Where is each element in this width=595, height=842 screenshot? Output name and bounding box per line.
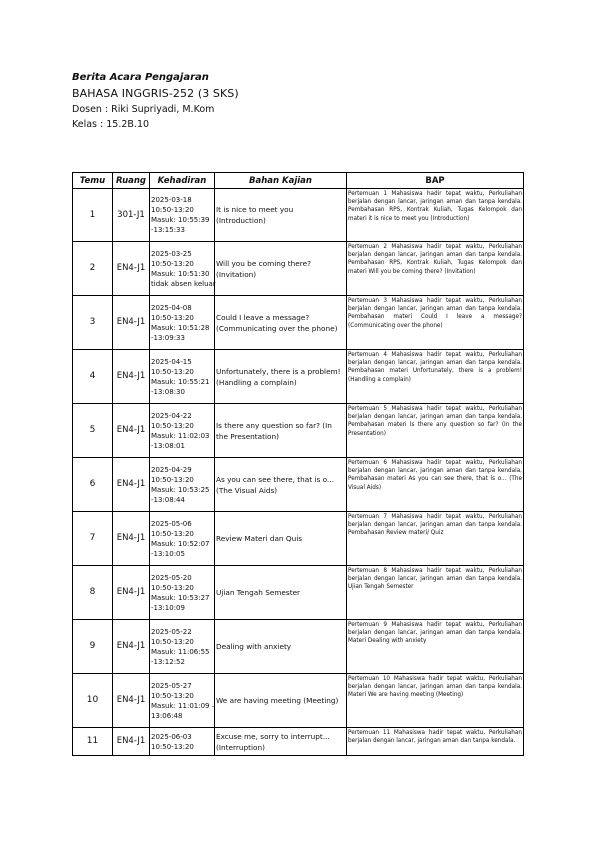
topic-cell: As you can see there, that is o... (The Visual Aids): [215, 458, 347, 512]
room-code: EN4-J1: [113, 512, 150, 566]
meeting-number: 7: [73, 512, 113, 566]
document-title: Berita Acara Pengajaran: [72, 72, 209, 83]
bap-text: Pertemuan 1 Mahasiswa hadir tepat waktu, Perkuliahan berjalan dengan lancar, jaringan aman dan tanpa kendala. Pembahasan RPS, Kontrak Kuliah, Tugas Kelompok dan materi it is nice to meet you (Introduction): [348, 191, 522, 222]
bap-text: Pertemuan 8 Mahasiswa hadir tepat waktu, Perkuliahan berjalan dengan lancar, jaringan aman dan tanpa kendala. Ujian Tengah Semester: [348, 568, 522, 591]
attendance-check-in: Masuk: 10:51:30: [151, 269, 210, 278]
attendance-date: 2025-05-06: [151, 519, 192, 528]
bap-cell: [347, 674, 524, 728]
attendance-time: 10:50-13:20: [151, 742, 194, 751]
bap-text: Pertemuan 4 Mahasiswa hadir tepat waktu, Perkuliahan berjalan dengan lancar, jaringan aman dan tanpa kendala. Pembahasan materi Unfortunately, there is a problem! (Handling a complain): [348, 352, 522, 383]
bap-cell: [347, 189, 524, 242]
meeting-number: 4: [73, 350, 113, 404]
attendance-time: 10:50-13:20: [151, 259, 194, 268]
bap-cell: [347, 296, 524, 350]
attendance-date: 2025-05-22: [151, 627, 192, 636]
attendance-check-out: -13:08:30: [151, 387, 185, 396]
table-header-row: [73, 173, 524, 189]
topic-cell: We are having meeting (Meeting): [215, 674, 347, 728]
meeting-number: 8: [73, 566, 113, 620]
table-row: [73, 620, 524, 674]
attendance-cell: [150, 728, 215, 756]
table-row: [73, 189, 524, 242]
attendance-check-in: Masuk: 11:01:09 –: [151, 701, 216, 710]
topic-cell: Unfortunately, there is a problem! (Handling a complain): [215, 350, 347, 404]
column-header-topic: Bahan Kajian: [215, 173, 347, 189]
bap-cell: [347, 512, 524, 566]
table-row: [73, 566, 524, 620]
bap-cell: [347, 728, 524, 756]
room-code: EN4-J1: [113, 404, 150, 458]
attendance-time: 10:50-13:20: [151, 529, 194, 538]
topic-cell: Dealing with anxiety: [215, 620, 347, 674]
attendance-cell: [150, 566, 215, 620]
meeting-number: 11: [73, 728, 113, 756]
attendance-date: 2025-04-08: [151, 303, 192, 312]
bap-text: Pertemuan 2 Mahasiswa hadir tepat waktu, Perkuliahan berjalan dengan lancar, jaringan aman dan tanpa kendala. Pembahasan RPS, Kontrak Kuliah, Tugas Kelompok dan materi Will you be coming there? (Invitation): [348, 244, 522, 275]
bap-text: Pertemuan 11 Mahasiswa hadir tepat waktu, Perkuliahan berjalan dengan lancar, jaringan aman dan tanpa kendala.: [348, 730, 522, 745]
attendance-check-in: Masuk: 10:55:21: [151, 377, 210, 386]
attendance-date: 2025-04-29: [151, 465, 192, 474]
table-row: [73, 512, 524, 566]
room-code: EN4-J1: [113, 350, 150, 404]
attendance-cell: [150, 350, 215, 404]
attendance-time: 10:50-13:20: [151, 475, 194, 484]
room-code: EN4-J1: [113, 458, 150, 512]
column-header-meeting: Temu: [73, 173, 113, 189]
meeting-number: 9: [73, 620, 113, 674]
bap-cell: [347, 566, 524, 620]
attendance-check-in: Masuk: 10:55:39: [151, 216, 210, 224]
lecturer-name: Dosen : Riki Supriyadi, M.Kom: [72, 104, 215, 115]
attendance-time: 10:50-13:20: [151, 367, 194, 376]
bap-cell: [347, 458, 524, 512]
attendance-cell: [150, 620, 215, 674]
attendance-check-out: 13:06:48: [151, 711, 183, 720]
meeting-number: 5: [73, 404, 113, 458]
bap-cell: [347, 350, 524, 404]
column-header-attendance: Kehadiran: [150, 173, 215, 189]
bap-text: Pertemuan 7 Mahasiswa hadir tepat waktu, Perkuliahan berjalan dengan lancar, jaringan aman dan tanpa kendala. Pembahasan Review materi/ Quiz: [348, 514, 522, 537]
attendance-date: 2025-04-22: [151, 411, 192, 420]
class-code: Kelas : 15.2B.10: [72, 119, 150, 130]
attendance-cell: [150, 189, 215, 242]
attendance-time: 10:50-13:20: [151, 206, 194, 214]
attendance-time: 10:50-13:20: [151, 691, 194, 700]
teaching-record-table: [72, 172, 524, 756]
table-row: [73, 728, 524, 756]
attendance-time: 10:50-13:20: [151, 637, 194, 646]
table-row: [73, 674, 524, 728]
attendance-check-in: Masuk: 11:06:55: [151, 647, 210, 656]
attendance-date: 2025-05-27: [151, 681, 192, 690]
attendance-check-out: -13:12:52: [151, 657, 185, 666]
meeting-number: 1: [73, 189, 113, 242]
bap-cell: [347, 620, 524, 674]
attendance-date: 2025-03-18: [151, 196, 192, 204]
course-name: BAHASA INGGRIS-252 (3 SKS): [72, 87, 239, 100]
attendance-check-in: Masuk: 10:52:07: [151, 539, 210, 548]
bap-text: Pertemuan 3 Mahasiswa hadir tepat waktu, Perkuliahan berjalan dengan lancar, jaringan aman dan tanpa kendala. Pembahasan materi Could I leave a message? (Communicating over the phone): [348, 298, 522, 329]
bap-text: Pertemuan 6 Mahasiswa hadir tepat waktu, Perkuliahan berjalan dengan lancar, jaringan aman dan tanpa kendala. Pembahasan materi As you can see there, that is o... (The Visual Aids): [348, 460, 522, 491]
attendance-check-in: Masuk: 10:51:28: [151, 323, 210, 332]
attendance-cell: [150, 404, 215, 458]
meeting-number: 6: [73, 458, 113, 512]
topic-cell: Review Materi dan Quis: [215, 512, 347, 566]
table-row: [73, 404, 524, 458]
attendance-time: 10:50-13:20: [151, 421, 194, 430]
meeting-number: 3: [73, 296, 113, 350]
room-code: EN4-J1: [113, 296, 150, 350]
attendance-cell: [150, 458, 215, 512]
column-header-bap: BAP: [347, 173, 524, 189]
attendance-date: 2025-06-03: [151, 732, 192, 741]
attendance-check-out: tidak absen keluar: [151, 279, 216, 288]
attendance-cell: [150, 512, 215, 566]
room-code: 301-J1: [113, 189, 150, 242]
topic-cell: Will you be coming there? (Invitation): [215, 242, 347, 296]
topic-cell: Ujian Tengah Semester: [215, 566, 347, 620]
room-code: EN4-J1: [113, 242, 150, 296]
attendance-check-in: Masuk: 10:53:27: [151, 593, 210, 602]
topic-cell: Could I leave a message? (Communicating over the phone): [215, 296, 347, 350]
meeting-number: 10: [73, 674, 113, 728]
room-code: EN4-J1: [113, 620, 150, 674]
bap-text: Pertemuan 5 Mahasiswa hadir tepat waktu, Perkuliahan berjalan dengan lancar, jaringan aman dan tanpa kendala. Pembahasan materi Is there any question so far? (In the Presentation): [348, 406, 522, 437]
attendance-cell: [150, 242, 215, 296]
attendance-check-out: -13:08:01: [151, 441, 185, 450]
topic-cell: Is there any question so far? (In the Presentation): [215, 404, 347, 458]
table-row: [73, 296, 524, 350]
attendance-date: 2025-04-15: [151, 357, 192, 366]
topic-cell: Excuse me, sorry to interrupt... (Interruption): [215, 728, 347, 756]
room-code: EN4-J1: [113, 566, 150, 620]
meeting-number: 2: [73, 242, 113, 296]
table-row: [73, 242, 524, 296]
bap-cell: [347, 242, 524, 296]
column-header-room: Ruang: [113, 173, 150, 189]
attendance-check-out: -13:08:44: [151, 495, 185, 504]
table-row: [73, 350, 524, 404]
attendance-date: 2025-03-25: [151, 249, 192, 258]
topic-cell: It is nice to meet you (Introduction): [215, 189, 347, 242]
bap-cell: [347, 404, 524, 458]
attendance-check-out: -13:09:33: [151, 333, 185, 342]
attendance-check-in: Masuk: 10:53:25: [151, 485, 210, 494]
attendance-date: 2025-05-20: [151, 573, 192, 582]
room-code: EN4-J1: [113, 728, 150, 756]
room-code: EN4-J1: [113, 674, 150, 728]
attendance-time: 10:50-13:20: [151, 313, 194, 322]
attendance-time: 10:50-13:20: [151, 583, 194, 592]
attendance-check-in: Masuk: 11:02:03: [151, 431, 210, 440]
bap-text: Pertemuan 10 Mahasiswa hadir tepat waktu, Perkuliahan berjalan dengan lancar, jaringan aman dan tanpa kendala. Materi We are having meeting (Meeting): [348, 676, 522, 699]
table-row: [73, 458, 524, 512]
bap-text: Pertemuan 9 Mahasiswa hadir tepat waktu, Perkuliahan berjalan dengan lancar, jaringan aman dan tanpa kendala. Materi Dealing with anxiety: [348, 622, 522, 645]
attendance-cell: [150, 674, 215, 728]
document-header: [72, 72, 239, 134]
attendance-cell: [150, 296, 215, 350]
attendance-check-out: -13:10:05: [151, 549, 185, 558]
attendance-check-out: -13:10:09: [151, 603, 185, 612]
attendance-check-out: -13:15:33: [151, 226, 185, 234]
